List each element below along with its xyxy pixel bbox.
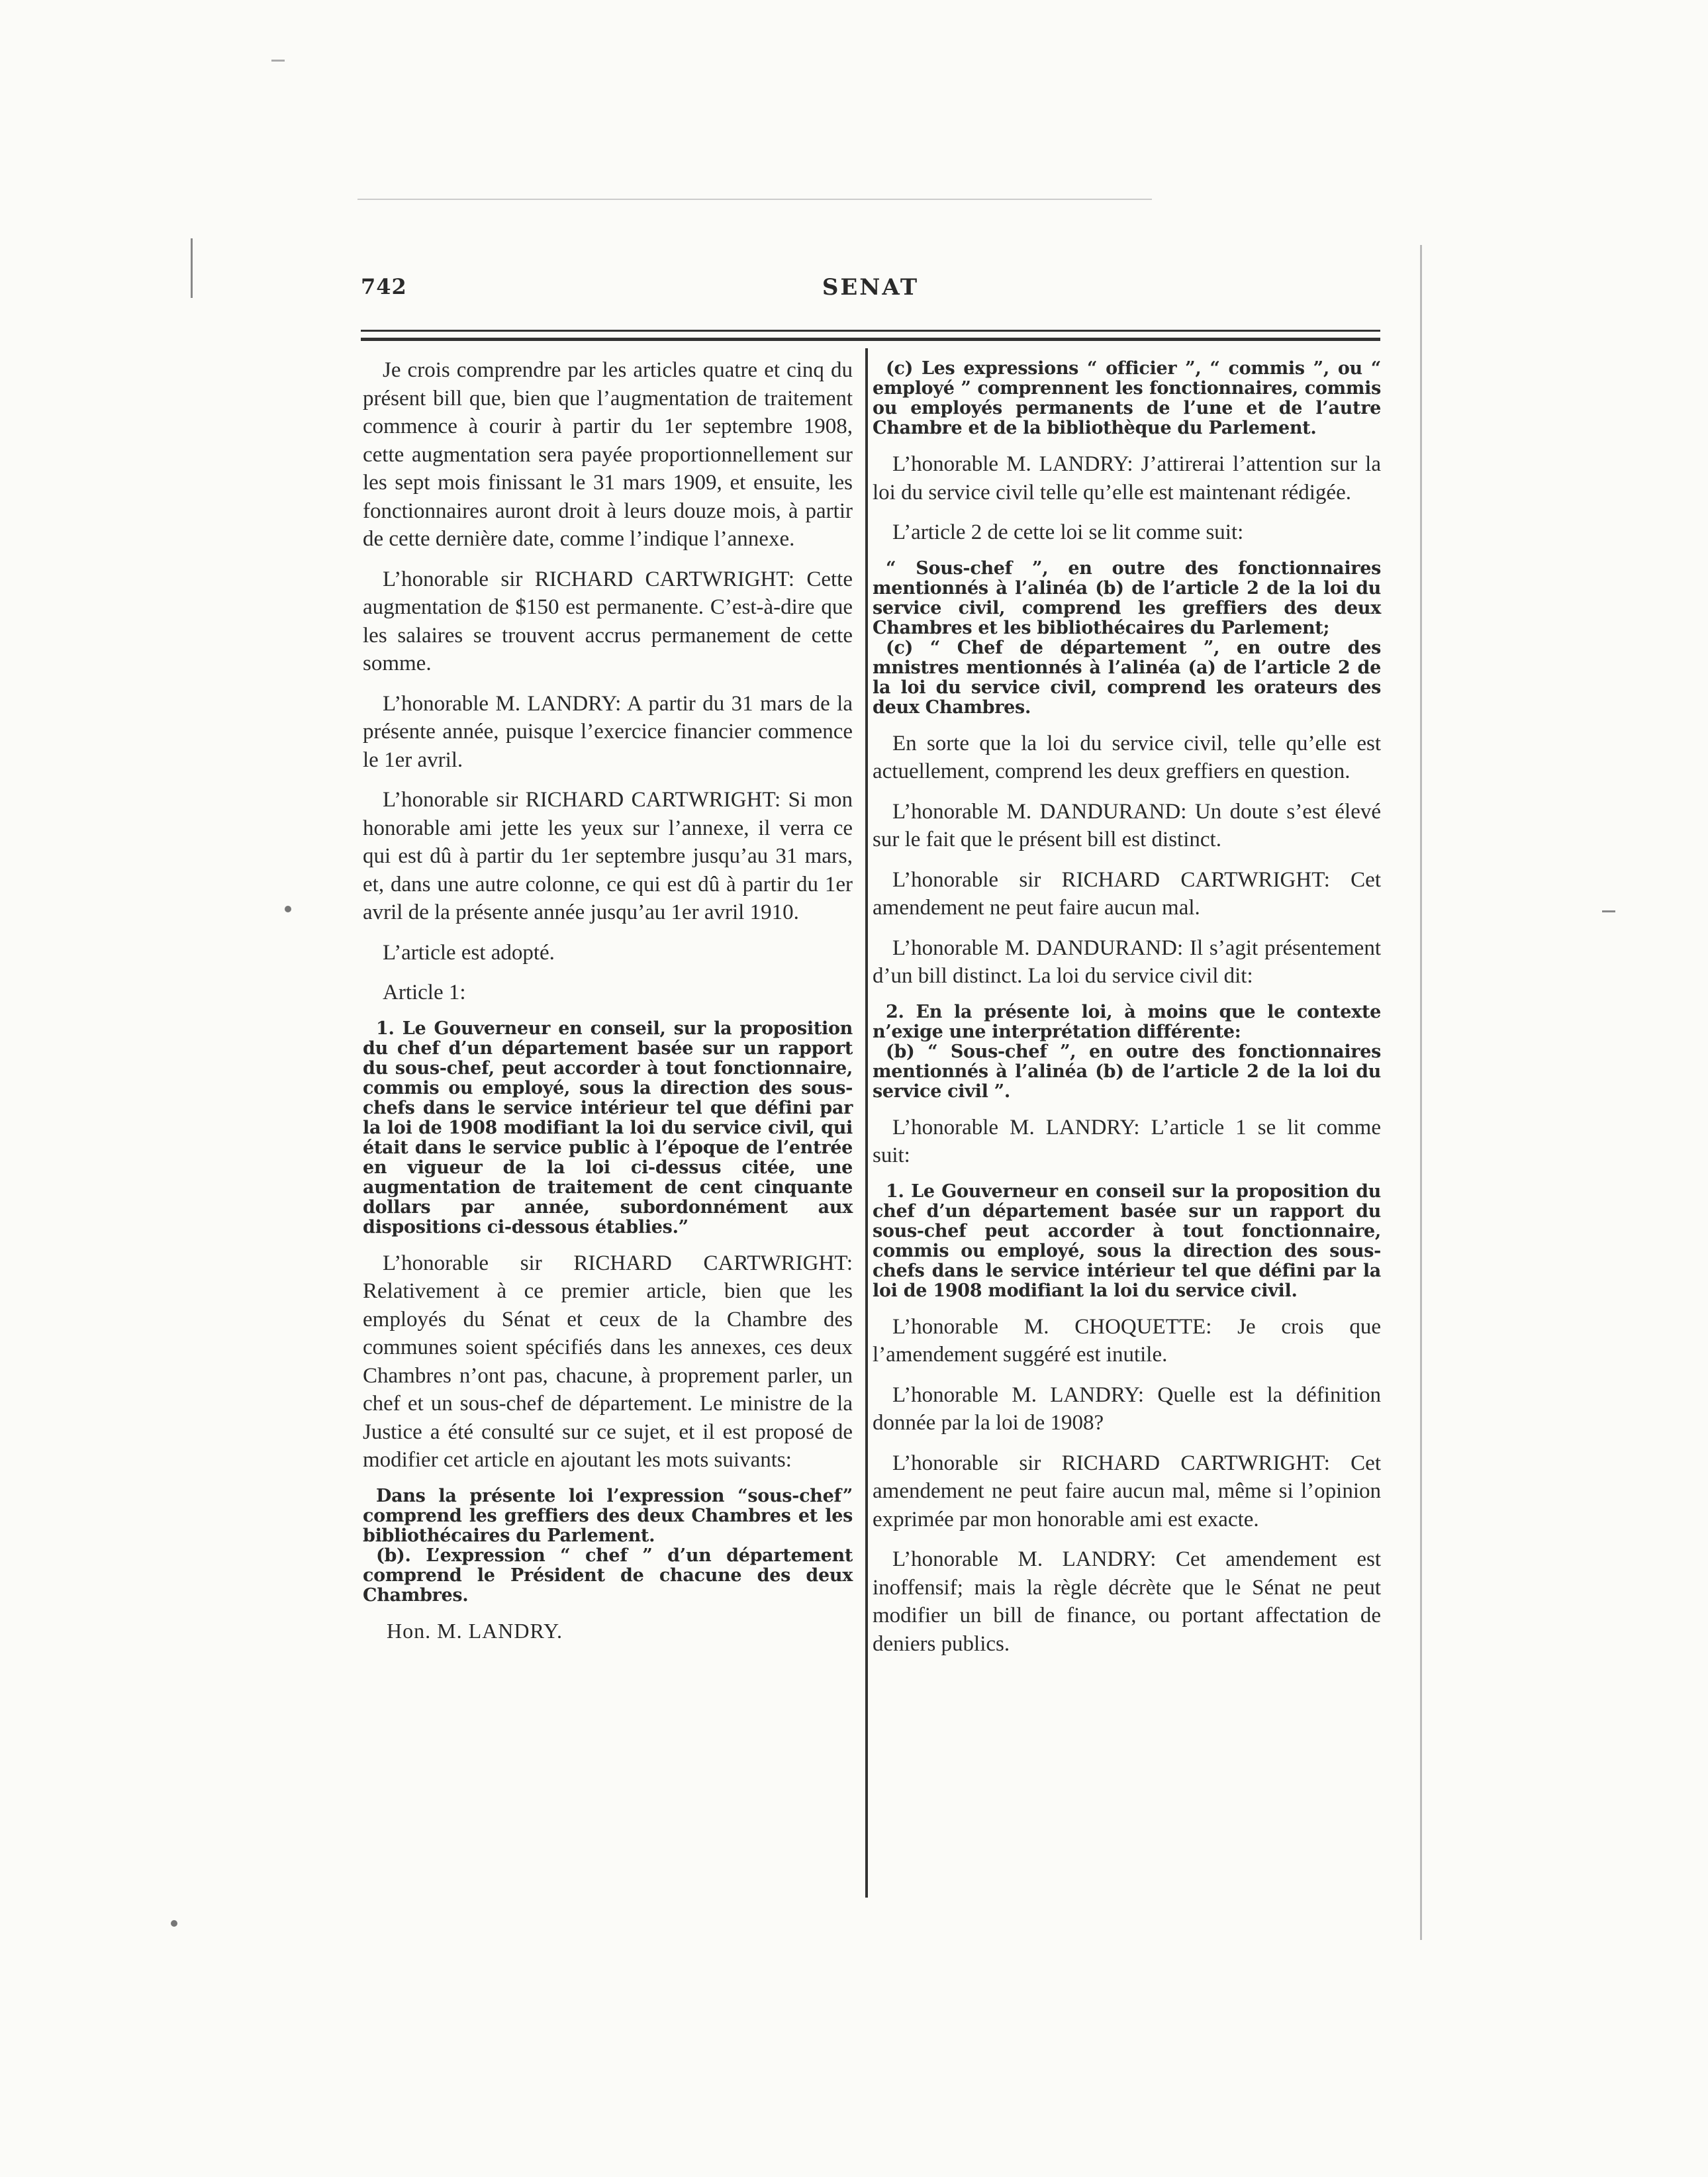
paragraph: L’article 2 de cette loi se lit comme suit: (892, 520, 1244, 544)
paragraph: L’honorable sir RICHARD CARTWRIGHT: Cette augmentation de $150 est permanente. C’est-à-dire que les salaires se trouvent accrus permanement de cette somme. (363, 567, 853, 675)
signature: Hon. M. LANDRY. (387, 1618, 563, 1643)
left-column (363, 356, 853, 1644)
paragraph: L’honorable M. LANDRY: L’article 1 se lit comme suit: (873, 1115, 1381, 1167)
header-rule-bottom (361, 338, 1380, 341)
paragraph: En sorte que la loi du service civil, telle qu’elle est actuellement, comprend les deux greffiers en question. (873, 731, 1381, 783)
paragraph: L’honorable sir RICHARD CARTWRIGHT: Cet amendement ne peut faire aucun mal. (873, 867, 1381, 920)
quoted-line: 2. En la présente loi, à moins que le contexte n’exige une interprétation différente: (873, 1001, 1381, 1042)
paragraph: Je crois comprendre par les articles quatre et cinq du présent bill que, bien que l’augmentation de traitement commence à courir à partir du 1er septembre 1908, cette augmentation sera payée proportionnellement sur les sept mois finissant le 31 mars 1909, et ensuite, les fonctionnaires auront droit à leurs douze mois, à partir de cette dernière date, comme l’indique l’annexe. (363, 358, 853, 551)
scan-mark (1602, 910, 1615, 912)
page-heading: SENAT (822, 274, 920, 301)
quoted-text: 1. Le Gouverneur en conseil sur la proposition du chef d’un département basée sur un rapport du sous-chef peut accorder à tout fonctionnaire, commis ou employé, sous la direction des sous-chefs dans le service intérieur tel que défini par la loi de 1908 modifiant la loi du service civil. (873, 1181, 1381, 1301)
paragraph: L’honorable M. DANDURAND: Un doute s’est élevé sur le fait que le présent bill est distinct. (873, 799, 1381, 851)
scan-mark (191, 238, 193, 298)
quoted-text (873, 1002, 1381, 1102)
paragraph: Article 1: (383, 981, 466, 1004)
page-header (361, 274, 1380, 307)
scan-speck (171, 1920, 177, 1927)
header-rule-top (361, 330, 1380, 332)
paragraph: L’honorable M. LANDRY: Quelle est la définition donnée par la loi de 1908? (873, 1382, 1381, 1435)
paragraph: L’honorable M. LANDRY: J’attirerai l’attention sur la loi du service civil telle qu’elle est maintenant rédigée. (873, 452, 1381, 505)
quoted-line: “ Sous-chef ”, en outre des fonctionnaires mentionnés à l’alinéa (b) de l’article 2 de la loi du service civil, comprend les greffiers des deux Chambres et les bibliothécaires du Parlement; (873, 557, 1381, 638)
scan-speck (285, 906, 291, 912)
paragraph: L’honorable M. LANDRY: Cet amendement est inoffensif; mais la règle décrète que le Sénat ne peut modifier un bill de finance, ou portant affectation de deniers publics. (873, 1547, 1381, 1656)
paragraph: L’honorable M. CHOQUETTE: Je crois que l’amendement suggéré est inutile. (873, 1314, 1381, 1367)
quoted-text (873, 559, 1381, 718)
paragraph: L’honorable sir RICHARD CARTWRIGHT: Si mon honorable ami jette les yeux sur l’annexe, il verra ce qui est dû à partir du 1er septembre jusqu’au 31 mars, et, dans une autre colonne, ce qui est dû à partir du 1er avril de la présente année jusqu’au 1er avril 1910. (363, 788, 853, 924)
quoted-text: 1. Le Gouverneur en conseil, sur la proposition du chef d’un département basée sur un rapport du sous-chef, peut accorder à tout fonctionnaire, commis ou employé, sous la direction des sous-chefs dans le service intérieur tel que défini par la loi de 1908 modifiant la loi du service civil, qui était dans le service public à l’époque de l’entrée en vigueur de la loi ci-dessus citée, une augmentation de traitement de cent cinquante dollars par année, subordonnément aux dispositions ci-dessous établies.” (363, 1018, 853, 1237)
quoted-text: (c) Les expressions “ officier ”, “ commis ”, ou “ employé ” comprennent les fonctionnaires, commis ou employés permanents de l’une et de l’autre Chambre et de la bibliothèque du Parlement. (873, 358, 1381, 438)
paragraph: L’honorable M. DANDURAND: Il s’agit présentement d’un bill distinct. La loi du service civil dit: (873, 936, 1381, 988)
scan-mark (1420, 245, 1422, 1940)
quoted-line: Dans la présente loi l’expression “sous-chef” comprend les greffiers des deux Chambres et les bibliothécaires du Parlement. (363, 1485, 853, 1546)
quoted-line: (c) “ Chef de département ”, en outre des mnistres mentionnés à l’alinéa (a) de l’article 2 de la loi du service civil, comprend les orateurs des deux Chambres. (873, 637, 1381, 718)
paragraph: L’honorable sir RICHARD CARTWRIGHT: Relativement à ce premier article, bien que les employés du Sénat et ceux de la Chambre des communes soient spécifiés dans les annexes, ces deux Chambres n’ont pas, chacune, à proprement parler, un chef et un sous-chef de département. Le ministre de la Justice a été consulté sur ce sujet, et il est proposé de modifier cet article en ajoutant les mots suivants: (363, 1251, 853, 1472)
scan-mark (271, 60, 285, 62)
column-divider (865, 348, 868, 1898)
page-number: 742 (361, 274, 407, 299)
scan-mark (357, 199, 1152, 200)
quoted-line: (b) “ Sous-chef ”, en outre des fonctionnaires mentionnés à l’alinéa (b) de l’article 2 de la loi du service civil ”. (873, 1041, 1381, 1102)
paragraph: L’honorable sir RICHARD CARTWRIGHT: Cet amendement ne peut faire aucun mal, même si l’opinion exprimée par mon honorable ami est exacte. (873, 1451, 1381, 1531)
quoted-line: (b). L’expression “ chef ” d’un département comprend le Président de chacune des deux Chambres. (363, 1545, 853, 1606)
right-column (873, 356, 1381, 1670)
paragraph: L’honorable M. LANDRY: A partir du 31 mars de la présente année, puisque l’exercice financier commence le 1er avril. (363, 691, 853, 772)
paragraph: L’article est adopté. (383, 940, 555, 965)
quoted-text (363, 1486, 853, 1606)
